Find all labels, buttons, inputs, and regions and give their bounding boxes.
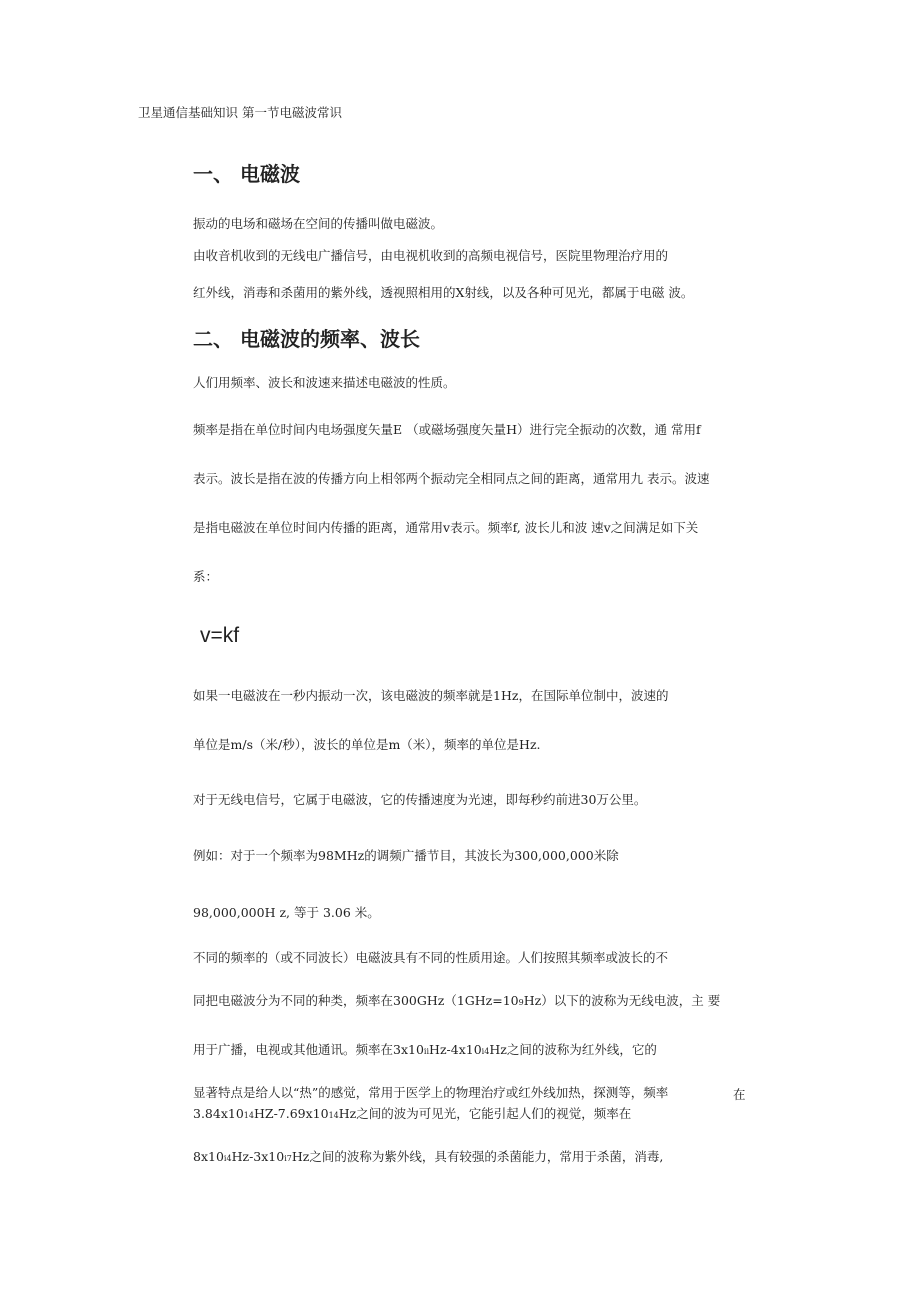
paragraph-line: 人们用频率、波长和波速来描述电磁波的性质。	[193, 375, 456, 390]
paragraph-line-visible	[193, 1106, 631, 1124]
paragraph-trailing-word: 在	[733, 1087, 746, 1102]
paragraph-line: 例如：对于一个频率为98MHz的调频广播节目，其波长为300,000,000米除	[193, 848, 619, 863]
paragraph-line: 系：	[193, 569, 219, 584]
paragraph-line: 不同的频率的（或不同波长）电磁波具有不同的性质用途。人们按照其频率或波长的不	[193, 950, 669, 965]
formula: v=kf	[200, 624, 240, 647]
text-segment: 3.84x10	[193, 1106, 244, 1121]
text-segment: 8x10	[193, 1149, 224, 1164]
superscript: i4	[223, 1154, 232, 1163]
paragraph-line: 显著特点是给人以“热”的感觉，常用于医学上的物理治疗或红外线加热，探测等，频率	[193, 1085, 669, 1100]
document-title: 卫星通信基础知识 第一节电磁波常识	[138, 105, 342, 120]
paragraph-line: 单位是m/s（米/秒），波长的单位是m（米），频率的单位是Hz.	[193, 737, 541, 752]
paragraph-line-infrared	[193, 1042, 657, 1060]
superscript: i7	[284, 1154, 292, 1163]
superscript: 9	[518, 998, 524, 1007]
paragraph-line: 振动的电场和磁场在空间的传播叫做电磁波。	[193, 216, 444, 231]
text-segment: HZ-7.69x10	[253, 1106, 329, 1121]
section1-heading: 一、 电磁波	[193, 162, 300, 186]
section2-heading: 二、 电磁波的频率、波长	[193, 327, 420, 351]
paragraph-line: 红外线，消毒和杀菌用的紫外线，透视照相用的X射线，以及各种可见光，都属于电磁 波。	[193, 285, 694, 300]
paragraph-line: 98,000,000H z, 等于 3.06 米。	[193, 905, 380, 920]
superscript: ii	[423, 1047, 430, 1056]
paragraph-line: 频率是指在单位时间内电场强度矢量E （或磁场强度矢量H）进行完全振动的次数，通 常用f	[193, 422, 701, 437]
paragraph-line: 如果一电磁波在一秒内振动一次，该电磁波的频率就是1Hz，在国际单位制中，波速的	[193, 688, 669, 703]
text-segment: 同把电磁波分为不同的种类，频率在300GHz（1GHz=10	[193, 993, 519, 1008]
text-segment: 用于广播，电视或其他通讯。频率在3x10	[193, 1042, 424, 1057]
superscript: 14	[243, 1111, 254, 1120]
text-segment: Hz之间的波称为红外线，它的	[489, 1042, 657, 1057]
paragraph-line: 对于无线电信号，它属于电磁波，它的传播速度为光速，即每秒约前进30万公里。	[193, 792, 647, 807]
text-segment: Hz之间的波称为紫外线，具有较强的杀菌能力，常用于杀菌，消毒,	[291, 1149, 664, 1164]
paragraph-line: 表示。波长是指在波的传播方向上相邻两个振动完全相同点之间的距离，通常用九 表示。波速	[193, 471, 710, 486]
paragraph-line: 由收音机收到的无线电广播信号，由电视机收到的高频电视信号，医院里物理治疗用的	[193, 248, 669, 263]
paragraph-line-ultraviolet	[193, 1149, 663, 1167]
superscript: i4	[481, 1047, 490, 1056]
paragraph-line: 是指电磁波在单位时间内传播的距离，通常用v表示。频率f, 波长儿和波 速v之间满足如下关	[193, 520, 699, 535]
text-segment: Hz之间的波为可见光，它能引起人们的视觉，频率在	[338, 1106, 632, 1121]
paragraph-line-ghz	[193, 993, 720, 1011]
superscript: 14	[328, 1111, 339, 1120]
text-segment: Hz-3x10	[231, 1149, 285, 1164]
text-segment: Hz）以下的波称为无线电波，主 要	[523, 993, 721, 1008]
text-segment: Hz-4x10	[429, 1042, 482, 1057]
